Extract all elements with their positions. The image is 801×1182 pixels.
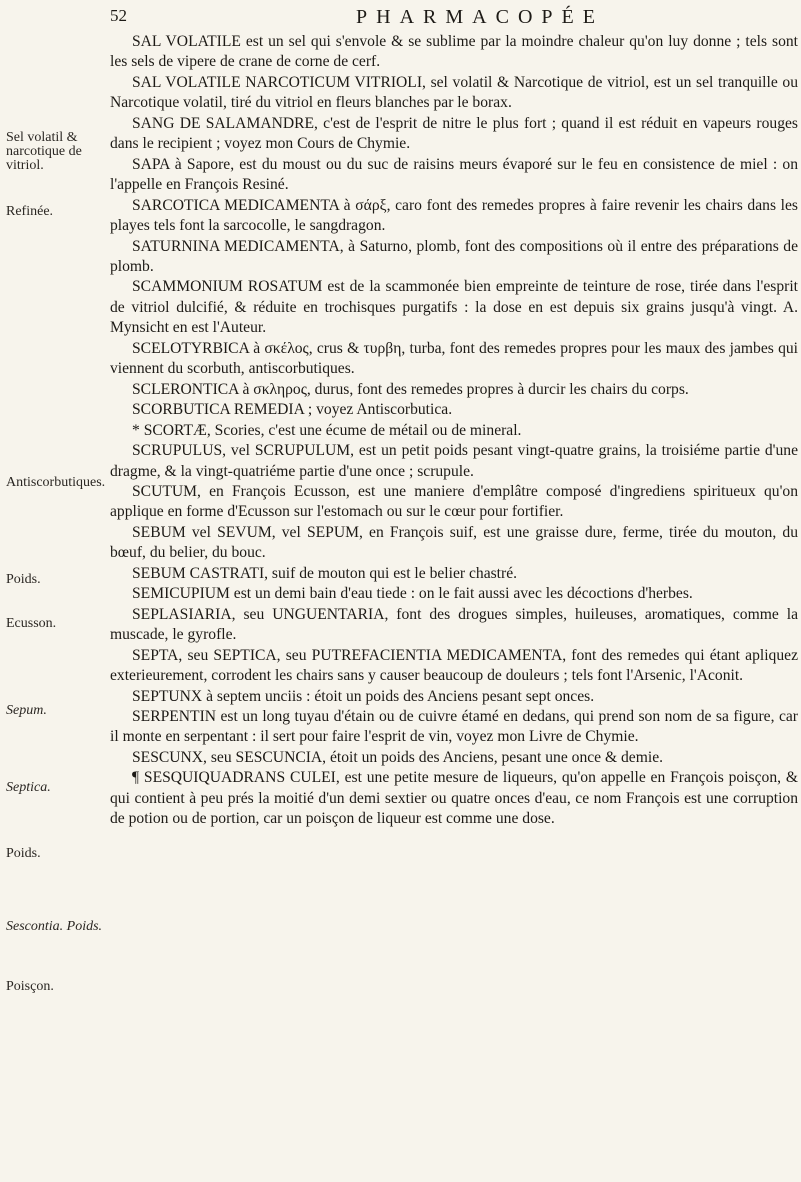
entry: SESCUNX, seu SESCUNCIA, étoit un poids des Anciens, pesant une once & demie. <box>132 748 664 766</box>
margin-note: Sepum. <box>6 703 47 718</box>
margin-note: Antiscorbutiques. <box>6 475 106 490</box>
margin-notes <box>0 0 108 1182</box>
entry: SANG DE SALAMANDRE, c'est de l'esprit de nitre le plus fort ; quand il est réduit en vapeurs rouges dans le recipient ; voyez mon Cours de Chymie. <box>110 114 798 153</box>
running-title: PHARMACOPÉE <box>356 6 604 28</box>
entry: SAPA à Sapore, est du moust ou du suc de raisins meurs évaporé sur le feu en consistence de miel : on l'appelle en François Resiné. <box>110 155 798 194</box>
entry: SAL VOLATILE NARCOTICUM VITRIOLI, sel volatil & Narcotique de vitriol, est un sel tranquille ou Narcotique volatil, tiré du vitriol en fleurs blanches par le borax. <box>110 73 798 112</box>
main-text <box>110 32 798 830</box>
entry: SCRUPULUS, vel SCRUPULUM, est un petit poids pesant vingt-quatre grains, la troisiéme partie d'une dragme, & la vingt-quatriéme partie d'une once ; scrupule. <box>110 442 798 480</box>
entry: SARCOTICA MEDICAMENTA à σάρξ, caro font des remedes propres à faire revenir les chairs dans les playes tels font la sarcocolle, le sangdragon. <box>110 196 798 235</box>
entry: SEPTA, seu SEPTICA, seu PUTREFACIENTIA MEDICAMENTA, font des remedes qui étant apliquez exterieurement, corrodent les chairs sans y causer beaucoup de douleurs ; tels font l'Arsenic, l'Aconit. <box>110 646 798 685</box>
page-header <box>110 6 800 32</box>
entry: * SCORTÆ, Scories, c'est une écume de métail ou de mineral. <box>132 421 522 439</box>
entry: SCUTUM, en François Ecusson, est une maniere d'emplâtre composé d'ingrediens spiritueux qu'on applique en forme d'Ecusson sur l'estomach ou sur le cœur pour fortifier. <box>110 482 798 521</box>
margin-note: Sel volatil & narcotique de vitriol. <box>6 130 82 173</box>
page-number: 52 <box>110 6 127 25</box>
entry: SERPENTIN est un long tuyau d'étain ou de cuivre étamé en dedans, qui prend son nom de sa figure, car il monte en serpentant : il sert pour faire l'esprit de vin, voyez mon Livre de Chymie. <box>110 707 798 746</box>
entry: SEMICUPIUM est un demi bain d'eau tiede : on le fait aussi avec les décoctions d'herbes. <box>132 585 693 603</box>
entry: SCLERONTICA à σκληρος, durus, font des remedes propres à durcir les chairs du corps. <box>132 380 689 398</box>
margin-note: Sescontia. Poids. <box>6 919 103 934</box>
entry: SCORBUTICA REMEDIA ; voyez Antiscorbutica. <box>132 401 453 419</box>
margin-note: Ecusson. <box>6 616 57 631</box>
margin-note: Refinée. <box>6 204 54 219</box>
entry: SAL VOLATILE est un sel qui s'envole & se sublime par la moindre chaleur qu'on luy donne ; tels sont les sels de vipere de crane de corne de cerf. <box>110 33 798 71</box>
entry: SEPLASIARIA, seu UNGUENTARIA, font des drogues simples, huileuses, aromatiques, comme la muscade, le gyrofle. <box>110 605 798 644</box>
entry: SEBUM vel SEVUM, vel SEPUM, en François suif, est une graisse dure, ferme, tirée du mouton, du bœuf, du belier, du bouc. <box>110 523 798 562</box>
margin-note: Septica. <box>6 780 51 795</box>
entry: SCAMMONIUM ROSATUM est de la scammonée bien empreinte de teinture de rose, tirée dans l'esprit de vitriol dulcifié, & réduite en trochisques purgatifs : la dose en est depuis six grains jusqu'à vingt. A. Mynsicht en est l'Auteur. <box>110 278 798 337</box>
entry: SEBUM CASTRATI, suif de mouton qui est le belier chastré. <box>132 564 518 582</box>
entry: SATURNINA MEDICAMENTA, à Saturno, plomb, font des compositions où il entre des préparations de plomb. <box>110 237 798 275</box>
margin-note: Poids. <box>6 572 41 587</box>
margin-note: Poisçon. <box>6 979 54 994</box>
entry: ¶ SESQUIQUADRANS CULEI, est une petite mesure de liqueurs, qu'on appelle en François poisçon, & qui contient à peu prés la moitié d'un demi sextier ou quatre onces d'eau, ce nom François est une corruption de potion ou de portion, car un poisçon de liqueur est comme une dose. <box>110 769 798 828</box>
entry: SCELOTYRBICA à σκέλος, crus & τυρβη, turba, font des remedes propres pour les maux des jambes qui viennent du scorbuth, antiscorbutiques. <box>110 339 798 378</box>
entry: SEPTUNX à septem unciis : étoit un poids des Anciens pesant sept onces. <box>132 687 595 705</box>
margin-note: Poids. <box>6 846 41 861</box>
